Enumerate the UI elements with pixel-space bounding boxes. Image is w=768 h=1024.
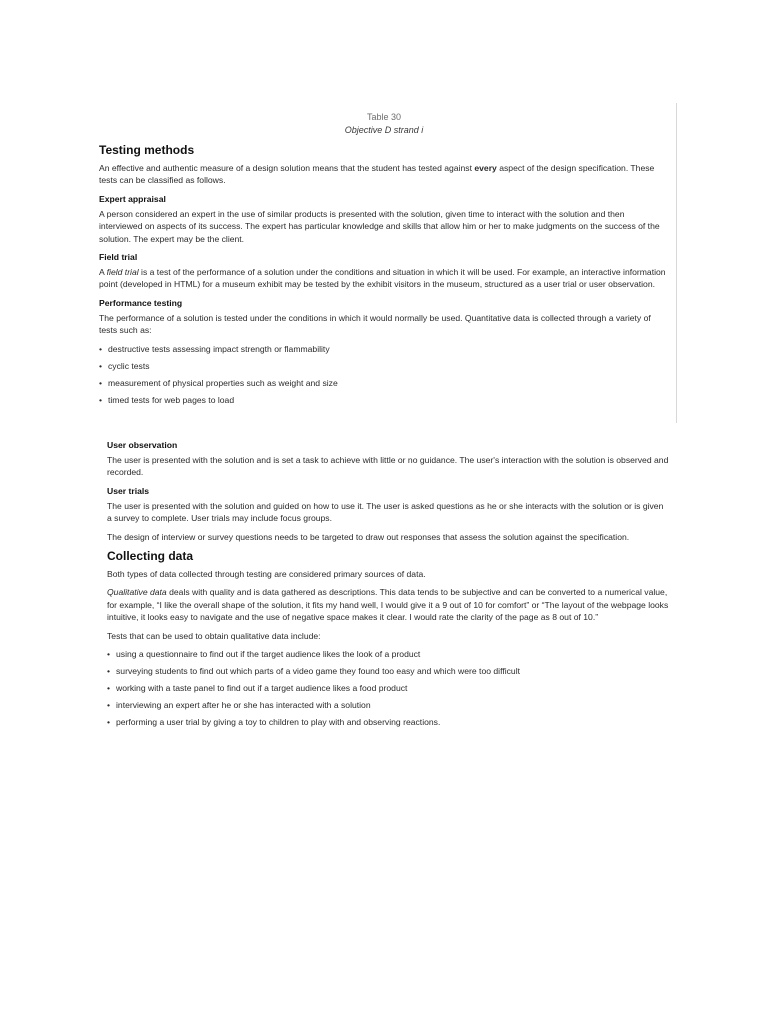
list-item: • performing a user trial by giving a toy to children to play with and observing reactions. (107, 716, 669, 728)
expert-appraisal-heading: Expert appraisal (99, 193, 166, 204)
collecting-data-heading: Collecting data (107, 549, 194, 564)
document-page (90, 103, 678, 746)
list-item: • timed tests for web pages to load (99, 394, 669, 406)
list-item: • interviewing an expert after he or she has interacted with a solution (107, 699, 669, 711)
expert-appraisal-text: A person considered an expert in the use of similar products is presented with the solution, given time to interact with the solution and then interviewed on aspects of its success. The expert has particular knowledge and skills that allow him or her to make judgments on the success of the solution. The expert may be the client. (99, 208, 660, 244)
field-trial-heading: Field trial (99, 252, 138, 263)
qualitative-data-text: Qualitative data deals with quality and is data gathered as descriptions. This data tends to be subjective and can be converted to a numerical value, for example, “I like the overall shape of the solution, it fits my hand well, I would give it a 9 out of 10 for comfort” or “The layout of the webpage looks intuitive, it looks easy to navigate and the use of negative space makes it clear. I would rate the clarity of the page as 8 out of 10.” (107, 587, 669, 623)
user-trials-text: The user is presented with the solution and guided on how to use it. The user is asked questions as he or she interacts with the solution or is given a survey to complete. User trials may include focus groups. (107, 500, 664, 524)
page-edge-rule (676, 103, 677, 423)
cut-off-edge (90, 740, 676, 746)
performance-testing-heading: Performance testing (99, 297, 183, 308)
observation-and-collecting-section (107, 433, 669, 733)
list-item: • measurement of physical properties such as weight and size (99, 377, 669, 389)
qualitative-tests-list (107, 648, 669, 728)
list-item: • working with a taste panel to find out if a target audience likes a food product (107, 682, 669, 694)
testing-methods-heading: Testing methods (99, 143, 195, 157)
collecting-intro: Both types of data collected through testing are considered primary sources of data. (107, 569, 426, 580)
table-subtitle: Objective D strand i (344, 125, 424, 135)
table-number: Table 30 (366, 112, 402, 122)
testing-section (99, 103, 669, 411)
list-item: • surveying students to find out which parts of a video game they found too easy and which were too difficult (107, 665, 669, 677)
page-sheet (90, 103, 676, 746)
testing-intro: An effective and authentic measure of a design solution means that the student has tested against every aspect of the design specification. These tests can be classified as follows. (99, 163, 655, 186)
tests-intro: Tests that can be used to obtain qualitative data include: (107, 630, 321, 641)
list-item: • using a questionnaire to find out if the target audience likes the look of a product (107, 648, 669, 660)
list-item: • destructive tests assessing impact strength or flammability (99, 343, 669, 355)
list-item: • cyclic tests (99, 360, 669, 372)
user-trials-heading: User trials (107, 485, 150, 496)
user-observation-heading: User observation (107, 440, 178, 450)
performance-testing-text: The performance of a solution is tested under the conditions in which it would normally be used. Quantitative data is collected through a variety of tests such as: (99, 312, 651, 336)
field-trial-text: A field trial is a test of the performance of a solution under the conditions and situation in which it will be used. For example, an interactive information point (developed in HTML) for a museum exhibit may be tested by the exhibit visitors in the museum, structured as a user trial or user observation. (99, 267, 666, 290)
user-trials-text-2: The design of interview or survey questions needs to be targeted to draw out responses that assess the solution against the specification. (107, 531, 630, 542)
performance-tests-list (99, 343, 669, 406)
user-observation-text: The user is presented with the solution and is set a task to achieve with little or no guidance. The user's interaction with the solution is observed and recorded. (107, 455, 669, 478)
